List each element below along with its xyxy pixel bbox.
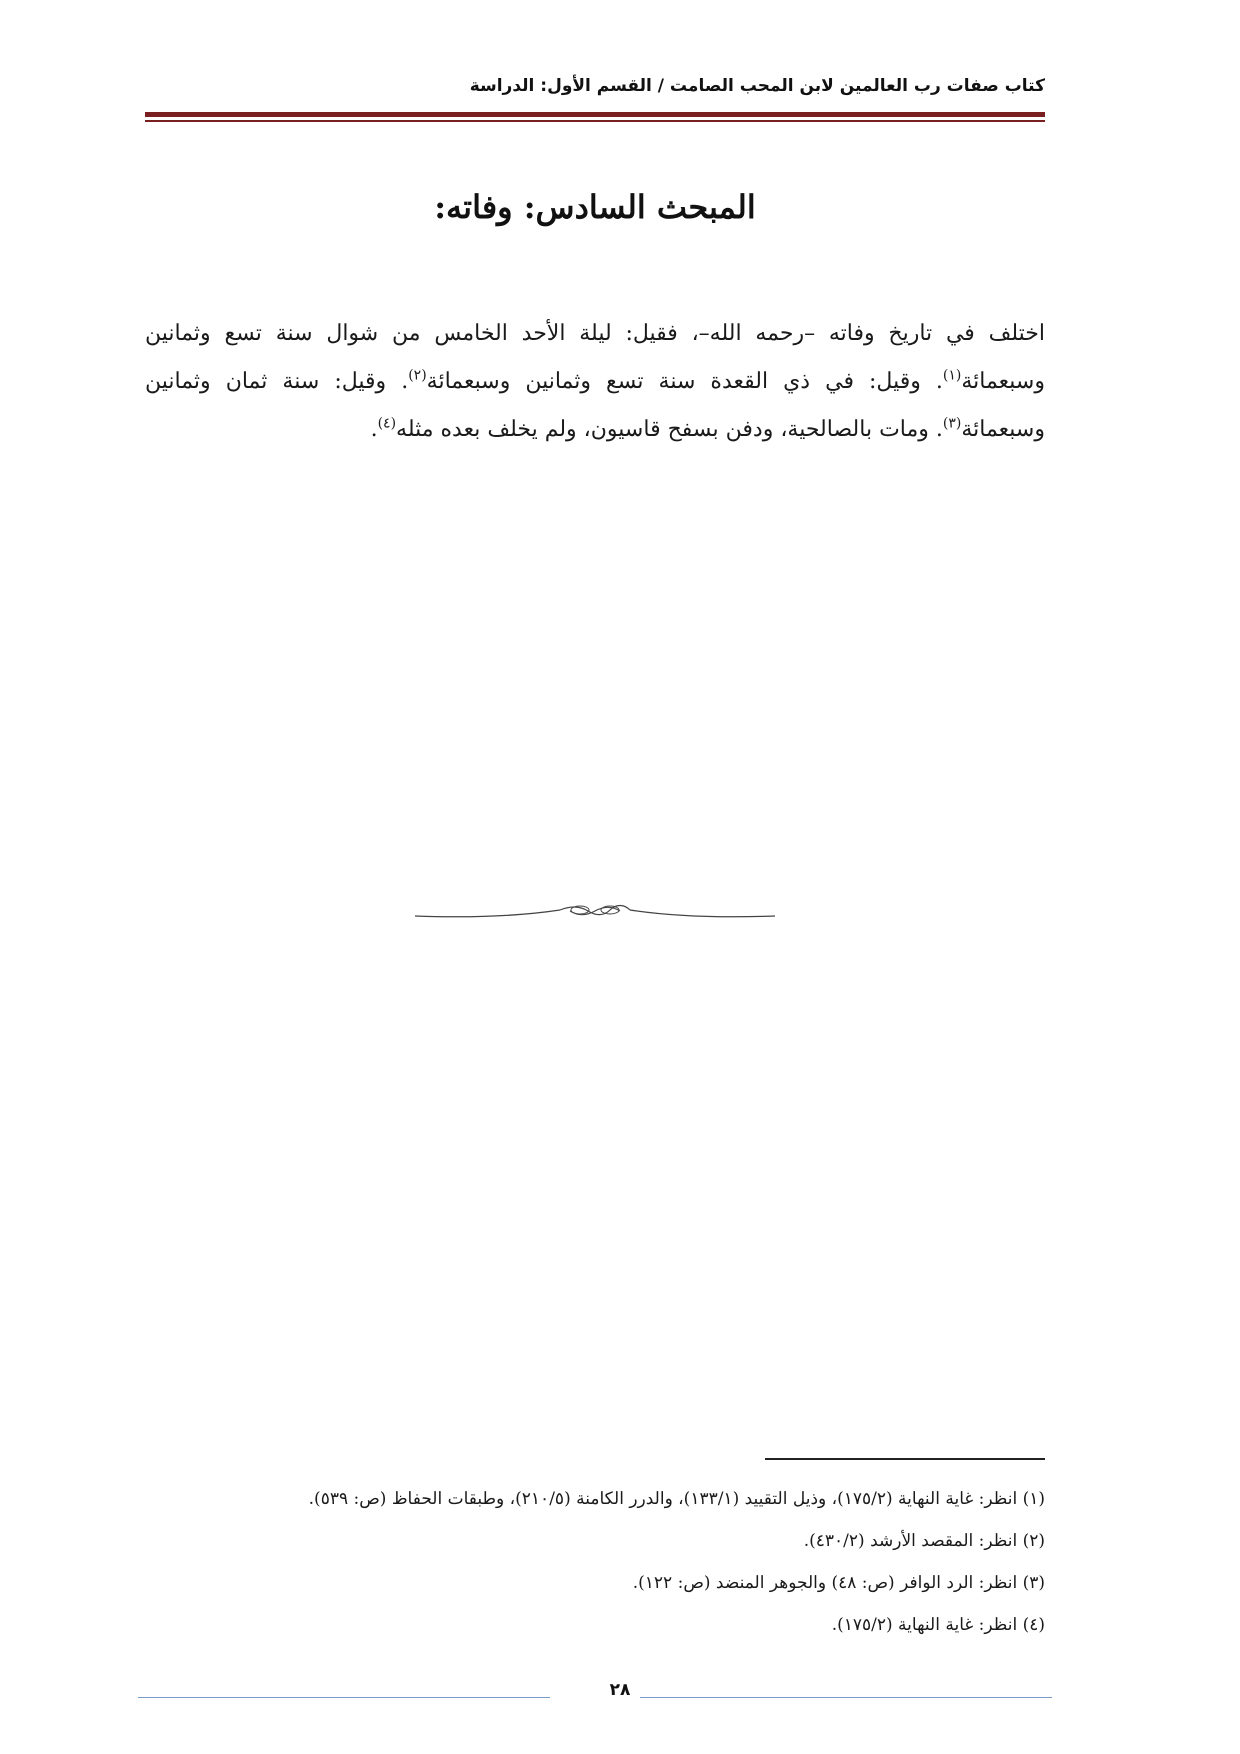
header-rule-thin	[145, 120, 1045, 122]
footnote-ref-4[interactable]: (٤)	[377, 415, 397, 432]
page-number: ٢٨	[609, 1680, 631, 1700]
body-segment-4: . ومات بالصالحية، ودفن بسفح قاسيون، ولم يخلف بعده مثله	[396, 417, 943, 442]
footnotes-list	[145, 1478, 1045, 1646]
footnote-separator	[765, 1458, 1045, 1460]
footnote-3: (٣) انظر: الرد الوافر (ص: ٤٨) والجوهر المنضد (ص: ١٢٢).	[632, 1573, 1045, 1593]
header-rule-thick	[145, 112, 1045, 117]
footnote-ref-1[interactable]: (١)	[942, 367, 962, 384]
running-header: كتاب صفات رب العالمين لابن المحب الصامت / القسم الأول: الدراسة	[469, 76, 1045, 96]
footnote-2: (٢) انظر: المقصد الأرشد (٤٣٠/٢).	[803, 1531, 1045, 1551]
body-segment-1: اختلف في تاريخ وفاته –رحمه الله–، فقيل: ليلة الأحد الخامس من شوال سنة تسع وثمانين وسبعمائة	[145, 321, 1045, 394]
ornament-divider-icon	[410, 898, 780, 928]
section-title: المبحث السادس: وفاته:	[434, 188, 756, 226]
footnote-ref-2[interactable]: (٢)	[408, 367, 427, 384]
footnote-4: (٤) انظر: غاية النهاية (١٧٥/٢).	[831, 1615, 1045, 1635]
body-segment-5: .	[370, 417, 378, 442]
body-paragraph	[145, 310, 1045, 454]
footnote-1: (١) انظر: غاية النهاية (١٧٥/٢)، وذيل التقييد (١٣٣/١)، والدرر الكامنة (٢١٠/٥)، وطبقات الحفاظ (ص: ٥٣٩).	[308, 1489, 1045, 1509]
body-segment-2: . وقيل: في ذي القعدة سنة تسع وثمانين وسبعمائة	[426, 369, 943, 394]
footer-rule-right	[640, 1697, 1052, 1698]
footnote-ref-3[interactable]: (٣)	[942, 415, 962, 432]
body-segment-3: . وقيل: سنة ثمان وثمانين وسبعمائة	[145, 369, 1045, 442]
